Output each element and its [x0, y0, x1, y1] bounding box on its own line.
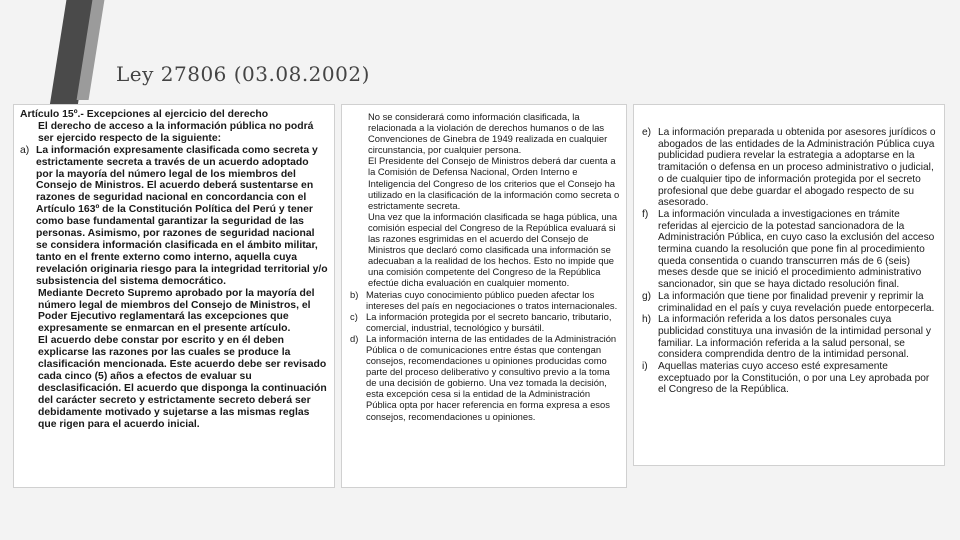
list-item-g: [642, 291, 938, 314]
list-item-i: [642, 361, 938, 396]
document-scan-column-3: [633, 104, 945, 466]
list-item-text: La información referida a los datos personales cuya publicidad constituya una invasión de la intimidad personal y familiar. La información referida a la salud personal, se considera comprendida dentro de la intimidad personal.: [658, 314, 931, 361]
list-item-d: [350, 333, 621, 422]
list-item-text: La información protegida por el secreto bancario, tributario, comercial, industrial, tecnológico y bursátil.: [366, 310, 612, 333]
list-item-f: [642, 209, 938, 291]
list-item-b: [350, 289, 621, 311]
list-item-c: [350, 311, 621, 333]
article-header: Artículo 15º.- Excepciones al ejercicio del derecho: [20, 109, 269, 120]
list-item-label: i): [642, 361, 648, 373]
list-item-text: La información interna de las entidades de la Administración Pública o de comunicaciones entre éstas que contengan consejos, recomendaciones u opiniones producidas como parte del proceso deliberativo y consultivo previo a la toma de una decisión de gobierno. Una vez tomada la decisión, esta excepción cesa si la entidad de la Administración Pública opta por hacer referencia en forma expresa a esos consejos, recomendaciones u opiniones.: [366, 332, 617, 422]
list-item-text: La información preparada u obtenida por asesores jurídicos o abogados de las entidades de la Administración Pública cuya publicidad pudiera revelar la estrategia a adoptarse en la tramitación o defensa en un proceso administrativo o judicial, o de cualquier tipo de información protegida por el secreto profesional que debe guardar el abogado respecto de su asesorado.: [658, 127, 936, 209]
paragraph-comision: Una vez que la información clasificada se haga pública, una comisión especial del Congreso de la República evaluará si las razones esgrimidas en el acuerdo del Consejo de Ministros que declaró como clasificada una información se adecuaban a la realidad de los hechos. Esto no impide que una comisión competente del Congreso de la República efectúe dicha evaluación en cualquier momento.: [368, 210, 618, 289]
paragraph-derechos-humanos: No se considerará como información clasificada, la relacionada a la violación de derechos humanos o de las Convenciones de Ginebra de 1949 realizada en cualquier circunstancia, por cualquier persona.: [368, 111, 608, 156]
list-item-h: [642, 314, 938, 361]
paragraph-presidente: El Presidente del Consejo de Ministros deberá dar cuenta a la Comisión de Defensa Nacional, Orden Interno e Inteligencia del Congreso de los criterios que el Consejo ha utilizado en la clasificación de la información como secreta o estrictamente secreta.: [368, 155, 620, 211]
document-scan-column-1: [13, 104, 335, 488]
list-item-label: e): [642, 127, 652, 138]
list-item-label: g): [642, 290, 652, 302]
list-item-label: d): [350, 332, 359, 344]
list-item-label: a): [20, 144, 30, 156]
list-item-label: c): [350, 310, 358, 322]
list-item-text: La información expresamente clasificada como secreta y estrictamente secreta a través de un acuerdo adoptado por la mayoría del número legal de los miembros del Consejo de Ministros. El acuerdo deberá sustentarse en razones de seguridad nacional en concordancia con el Artículo 163º de la Constitución Política del Perú y tener como base fundamental garantizar la seguridad de las personas. Asimismo, por razones de seguridad nacional se considera información clasificada en el ámbito militar, tanto en el frente externo como interno, aquella cuya revelación originaria riesgo para la integridad territorial y/o subsistencia del sistema democrático.: [36, 144, 328, 287]
list-item-label: b): [350, 288, 359, 300]
list-item-text: Materias cuyo conocimiento público pueden afectar los intereses del país en negociaciones o tratos internacionales.: [366, 288, 618, 311]
document-scan-column-2: [341, 104, 627, 488]
list-item-label: f): [642, 208, 649, 220]
article-intro: El derecho de acceso a la información pública no podrá ser ejercido respecto de la siguiente:: [38, 120, 314, 144]
list-item-a: [20, 145, 328, 288]
paragraph-acuerdo: El acuerdo debe constar por escrito y en él deben explicarse las razones por las cuales se produce la clasificación mencionada. Este acuerdo debe ser revisado cada cinco (5) años a efectos de evaluar su desclasificación. El acuerdo que disponga la continuación del carácter secreto y estrictamente secreto deberá ser debidamente motivado y sujetarse a las mismas reglas que rigen para el acuerdo inicial.: [38, 335, 327, 430]
list-item-text: La información vinculada a investigaciones en trámite referidas al ejercicio de la potestad sancionadora de la Administración Pública, en cuyo caso la exclusión del acceso termina cuando la resolución que pone fin al procedimiento queda consentida o cuando transcurren más de 6 (seis) meses desde que se inició el procedimiento administrativo sancionador, sin que se haya dictado resolución final.: [658, 208, 935, 291]
list-item-label: h): [642, 314, 652, 326]
list-item-text: La información que tiene por finalidad prevenir y reprimir la criminalidad en el país y cuya revelación puede entorpecerla.: [658, 290, 935, 314]
list-item-e: [642, 127, 938, 209]
paragraph-decreto: Mediante Decreto Supremo aprobado por la mayoría del número legal de miembros del Consejo de Ministros, el Poder Ejecutivo reglamentará las excepciones que expresamente se enmarcan en el presente artículo.: [38, 287, 315, 335]
slide-title: Ley 27806 (03.08.2002): [116, 62, 370, 86]
list-item-text: Aquellas materias cuyo acceso esté expresamente exceptuado por la Constitución, o por una Ley aprobada por el Congreso de la República.: [658, 361, 930, 396]
